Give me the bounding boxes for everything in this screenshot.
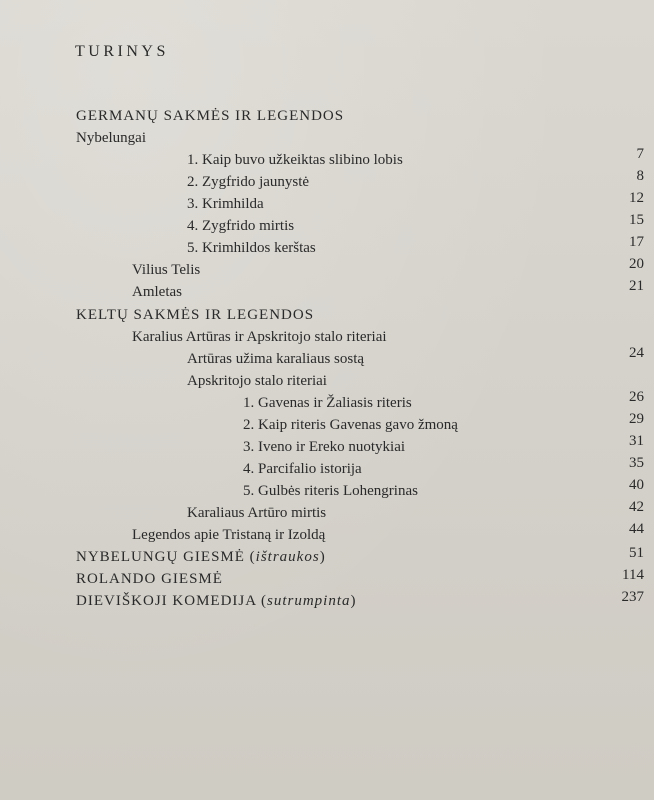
toc-entry (0, 256, 644, 281)
toc-page-number: 15 (629, 212, 644, 228)
toc-entry (0, 345, 644, 370)
toc-page-number: 20 (629, 256, 644, 272)
toc-page-number: 26 (629, 389, 644, 405)
toc-entry (0, 212, 644, 237)
toc-section-header (0, 590, 644, 612)
toc-section-header (0, 105, 644, 127)
toc-page-number: 35 (629, 455, 644, 471)
toc-entry-label: 2. Zygfrido jaunystė (187, 174, 310, 190)
toc-entry-label: Legendos apie Tristaną ir Izoldą (132, 527, 326, 543)
toc-entry (0, 190, 644, 215)
toc-entry (0, 521, 644, 546)
toc-entry (0, 146, 644, 171)
toc-entry (0, 411, 644, 436)
toc-page-number: 40 (629, 477, 644, 493)
toc-page-number: 17 (629, 234, 644, 250)
toc-page-number: 8 (636, 168, 644, 184)
toc-entry-label: KELTŲ SAKMĖS IR LEGENDOS (76, 307, 315, 323)
toc-entry-label: Karaliaus Artūro mirtis (187, 505, 327, 521)
toc-page-number: 44 (629, 521, 644, 537)
toc-entry (0, 370, 644, 392)
toc-entry-label: 4. Zygfrido mirtis (187, 218, 295, 234)
toc-entry-note: ištraukos (255, 549, 320, 565)
toc-entry-label: 4. Parcifalio istorija (243, 461, 362, 477)
toc-entry (0, 278, 644, 303)
toc-entry-label: Vilius Telis (132, 262, 201, 278)
toc-page-number: 12 (629, 190, 644, 206)
toc-page-number: 237 (621, 589, 644, 605)
toc-heading: TURINYS (75, 43, 169, 60)
toc-entry-label: Karalius Artūras ir Apskritojo stalo riteriai (132, 329, 387, 345)
toc-page-number: 21 (629, 278, 644, 294)
toc-page-number: 7 (636, 146, 644, 162)
toc-entry (0, 433, 644, 458)
toc-entry-label-wrap: DIEVIŠKOJI KOMEDIJA (sutrumpinta) (76, 593, 357, 609)
toc-page-number: 114 (622, 567, 644, 583)
toc-page-number: 51 (629, 545, 644, 561)
toc-entry-label: 1. Gavenas ir Žaliasis riteris (243, 395, 412, 411)
toc-entry-label: GERMANŲ SAKMĖS IR LEGENDOS (76, 108, 345, 124)
toc-section-header (0, 568, 644, 590)
toc-entry-label: Apskritojo stalo riteriai (187, 373, 327, 389)
toc-page-number: 29 (629, 411, 644, 427)
toc-section-header (0, 546, 644, 568)
toc-entry (0, 168, 644, 193)
toc-entry (0, 326, 644, 348)
toc-entry (0, 455, 644, 480)
toc-entry-label: 5. Gulbės riteris Lohengrinas (243, 483, 418, 499)
toc-entry-label: NYBELUNGŲ GIESMĖ (76, 549, 245, 565)
toc-entry-label: Amletas (132, 284, 182, 300)
toc-entry (0, 477, 644, 502)
toc-entry-label: 1. Kaip buvo užkeiktas slibino lobis (187, 152, 403, 168)
toc-page-number: 31 (629, 433, 644, 449)
toc-entry-label: 3. Iveno ir Ereko nuotykiai (243, 439, 406, 455)
toc-entry (0, 499, 644, 524)
toc-entry-note: sutrumpinta (267, 593, 351, 609)
toc-entry (0, 127, 644, 149)
toc-entry-label-wrap: NYBELUNGŲ GIESMĖ (ištraukos) (76, 549, 326, 565)
toc-entry (0, 389, 644, 414)
toc-entry-label: Nybelungai (76, 130, 146, 146)
toc-entry-label: 2. Kaip riteris Gavenas gavo žmoną (243, 417, 458, 433)
toc-entry-label: 3. Krimhilda (187, 196, 264, 212)
toc-entry-label: ROLANDO GIESMĖ (76, 571, 223, 587)
toc-entry-label: 5. Krimhildos kerštas (187, 240, 316, 256)
toc-page-number: 42 (629, 499, 644, 515)
toc-section-header (0, 304, 644, 326)
toc-entry (0, 234, 644, 259)
toc-page-number: 24 (629, 345, 644, 361)
toc-entry-label: DIEVIŠKOJI KOMEDIJA (76, 593, 257, 609)
toc-entry-label: Artūras užima karaliaus sostą (187, 351, 365, 367)
